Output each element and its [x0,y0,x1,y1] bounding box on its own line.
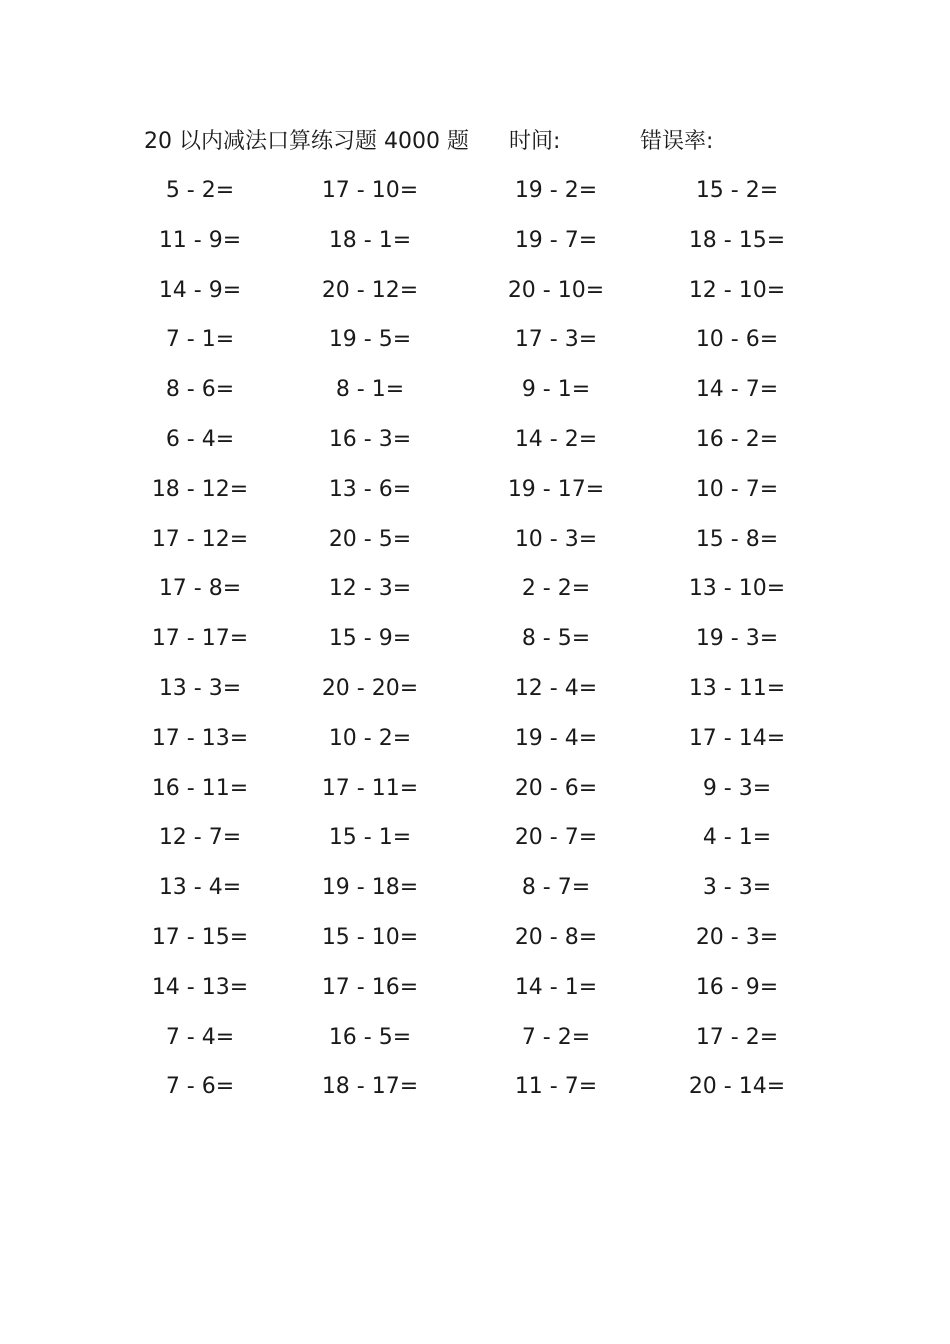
problem-item: 20 - 7= [514,825,598,851]
problem-item: 17 - 12= [151,526,249,552]
problem-item: 17 - 15= [151,924,249,950]
problem-item: 11 - 9= [158,227,242,253]
problem-item: 8 - 6= [165,377,235,403]
problem-row [0,868,950,918]
problem-item: 7 - 1= [165,327,235,353]
problem-item: 13 - 3= [158,675,242,701]
problem-item: 17 - 16= [321,974,419,1000]
problem-item: 20 - 12= [321,277,419,303]
problem-item: 16 - 3= [328,426,412,452]
problem-row [0,769,950,819]
problem-item: 17 - 10= [321,178,419,203]
problem-item: 18 - 15= [688,227,786,253]
problem-item: 19 - 4= [514,725,598,751]
problem-item: 8 - 5= [521,626,591,652]
problem-item: 19 - 5= [328,327,412,353]
problem-row [0,968,950,1018]
problem-item: 15 - 10= [321,924,419,950]
problem-item: 20 - 6= [514,775,598,801]
problem-item: 20 - 10= [507,277,605,303]
problem-item: 10 - 6= [695,327,779,353]
problem-item: 15 - 2= [695,178,779,203]
problem-item: 5 - 2= [165,178,235,203]
problem-item: 6 - 4= [165,426,235,452]
problem-item: 17 - 2= [695,1024,779,1050]
problem-item: 7 - 4= [165,1024,235,1050]
problem-row [0,470,950,520]
problem-item: 9 - 1= [521,377,591,403]
problem-item: 19 - 17= [507,476,605,502]
problem-item: 12 - 3= [328,576,412,602]
problem-item: 13 - 6= [328,476,412,502]
problem-item: 18 - 1= [328,227,412,253]
problem-row [0,569,950,619]
problem-grid [0,171,950,1117]
problem-item: 17 - 8= [158,576,242,602]
problem-item: 3 - 3= [702,875,772,901]
problem-row [0,619,950,669]
problem-item: 10 - 2= [328,725,412,751]
problem-item: 16 - 11= [151,775,249,801]
problem-item: 19 - 7= [514,227,598,253]
time-label: 时间: [509,129,561,154]
problem-row [0,1067,950,1117]
problem-item: 10 - 7= [695,476,779,502]
problem-item: 20 - 3= [695,924,779,950]
problem-item: 14 - 7= [695,377,779,403]
problem-row [0,370,950,420]
worksheet-title: 20 以内减法口算练习题 4000 题 [144,129,469,154]
problem-item: 8 - 7= [521,875,591,901]
problem-item: 12 - 10= [688,277,786,303]
problem-item: 10 - 3= [514,526,598,552]
problem-item: 18 - 12= [151,476,249,502]
problem-item: 17 - 13= [151,725,249,751]
problem-item: 8 - 1= [335,377,405,403]
problem-item: 17 - 17= [151,626,249,652]
problem-item: 13 - 4= [158,875,242,901]
problem-item: 20 - 14= [688,1074,786,1100]
problem-item: 15 - 1= [328,825,412,851]
problem-row [0,1018,950,1068]
problem-item: 13 - 11= [688,675,786,701]
problem-item: 13 - 10= [688,576,786,602]
problem-item: 12 - 7= [158,825,242,851]
problem-item: 17 - 11= [321,775,419,801]
problem-item: 9 - 3= [702,775,772,801]
problem-item: 7 - 6= [165,1074,235,1100]
error-rate-label: 错误率: [640,129,714,154]
problem-item: 11 - 7= [514,1074,598,1100]
problem-item: 14 - 2= [514,426,598,452]
problem-row [0,171,950,221]
problem-item: 20 - 5= [328,526,412,552]
problem-item: 19 - 3= [695,626,779,652]
problem-item: 20 - 8= [514,924,598,950]
problem-item: 16 - 5= [328,1024,412,1050]
problem-item: 19 - 2= [514,178,598,203]
problem-item: 14 - 1= [514,974,598,1000]
problem-item: 4 - 1= [702,825,772,851]
problem-item: 7 - 2= [521,1024,591,1050]
problem-item: 15 - 8= [695,526,779,552]
problem-item: 19 - 18= [321,875,419,901]
problem-item: 15 - 9= [328,626,412,652]
problem-row [0,669,950,719]
problem-row [0,918,950,968]
problem-item: 17 - 3= [514,327,598,353]
problem-row [0,420,950,470]
problem-row [0,271,950,321]
problem-row [0,221,950,271]
problem-item: 2 - 2= [521,576,591,602]
problem-item: 16 - 2= [695,426,779,452]
problem-row [0,320,950,370]
problem-item: 12 - 4= [514,675,598,701]
problem-item: 17 - 14= [688,725,786,751]
problem-row [0,719,950,769]
worksheet-header [0,124,950,160]
problem-row [0,520,950,570]
problem-item: 16 - 9= [695,974,779,1000]
problem-item: 14 - 13= [151,974,249,1000]
problem-item: 18 - 17= [321,1074,419,1100]
problem-item: 14 - 9= [158,277,242,303]
problem-item: 20 - 20= [321,675,419,701]
problem-row [0,818,950,868]
